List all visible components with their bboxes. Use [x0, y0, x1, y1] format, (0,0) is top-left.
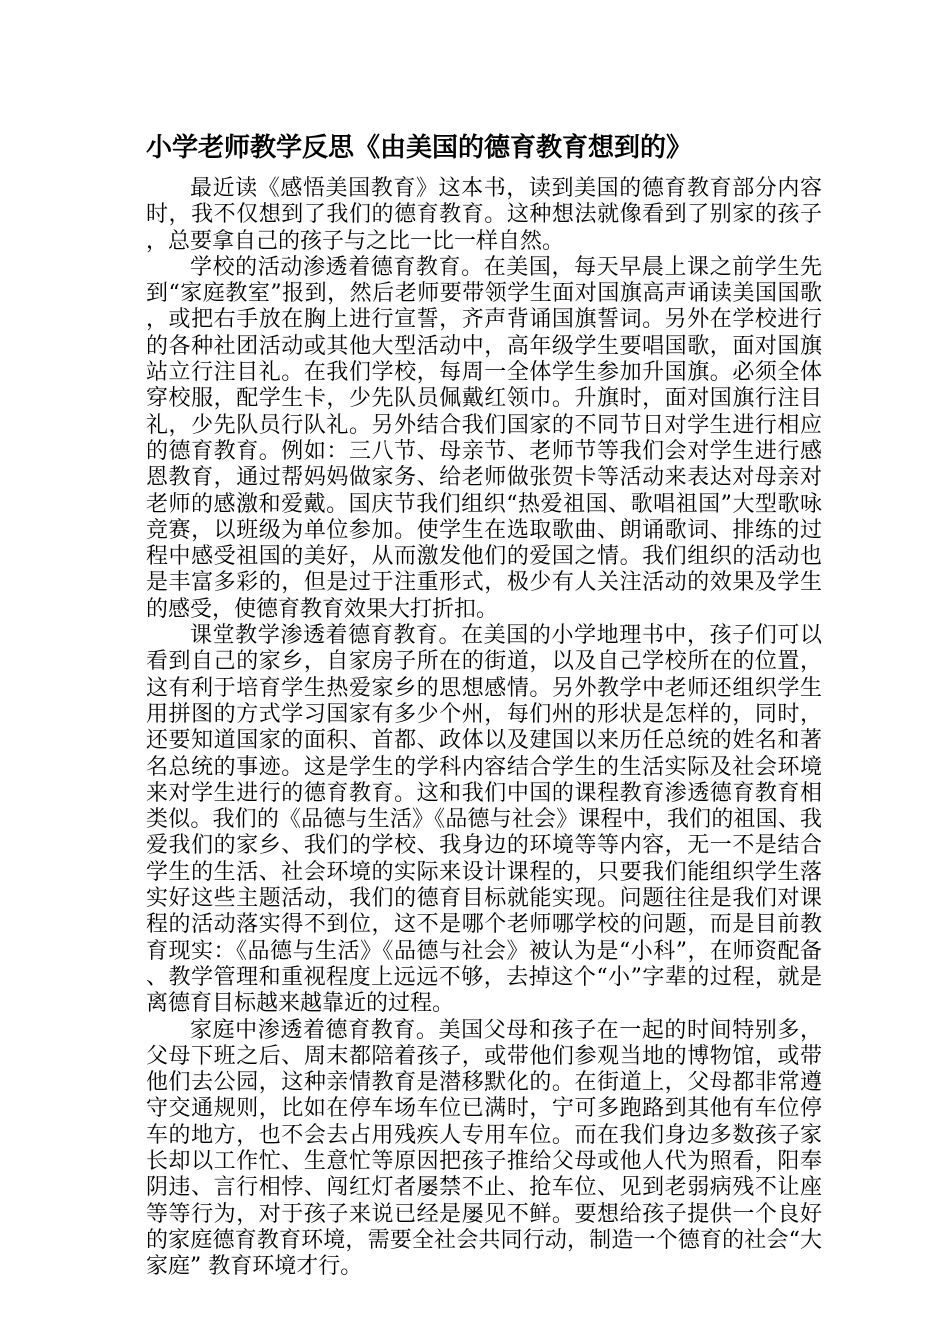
paragraph-intro: 最近读《感悟美国教育》这本书，读到美国的德育教育部分内容时，我不仅想到了我们的德育教育。这种想法就像看到了别家的孩子，总要拿自己的孩子与之比一比一样自然。: [146, 176, 822, 254]
paragraph-school-activities: 学校的活动渗透着德育教育。在美国，每天早晨上课之前学生先到“家庭教室”报到，然后老师要带领学生面对国旗高声诵读美国国歌，或把右手放在胸上进行宣誓，齐声背诵国旗誓词。另外在学校进行的各种社团活动或其他大型活动中，高年级学生要唱国歌，面对国旗站立行注目礼。在我们学校，每周一全体学生参加升国旗。必须全体穿校服，配学生卡，少先队员佩戴红领巾。升旗时，面对国旗行注目礼，少先队员行队礼。另外结合我们国家的不同节日对学生进行相应的德育教育。例如：三八节、母亲节、老师节等我们会对学生进行感恩教育，通过帮妈妈做家务、给老师做张贺卡等活动来表达对母亲对老师的感激和爱戴。国庆节我们组织“热爱祖国、歌唱祖国”大型歌咏竞赛，以班级为单位参加。使学生在选取歌曲、朗诵歌词、排练的过程中感受祖国的美好，从而激发他们的爱国之情。我们组织的活动也是丰富多彩的，但是过于注重形式，极少有人关注活动的效果及学生的感受，使德育教育效果大打折扣。: [146, 254, 822, 622]
document-title: 小学老师教学反思《由美国的德育教育想到的》: [146, 133, 693, 163]
paragraph-classroom-teaching: 课堂教学渗透着德育教育。在美国的小学地理书中，孩子们可以看到自己的家乡，自家房子所在的街道，以及自己学校所在的位置，这有利于培育学生热爱家乡的思想感情。另外教学中老师还组织学生用拼图的方式学习国家有多少个州，每们州的形状是怎样的，同时，还要知道国家的面积、首都、政体以及建国以来历任总统的姓名和著名总统的事迹。这是学生的学科内容结合学生的生活实际及社会环境来对学生进行的德育教育。这和我们中国的课程教育渗透德育教育相类似。我们的《品德与生活》《品德与社会》课程中，我们的祖国、我爱我们的家乡、我们的学校、我身边的环境等等内容，无一不是结合学生的生活、社会环境的实际来设计课程的，只要我们能组织学生落实好这些主题活动，我们的德育目标就能实现。问题往往是我们对课程的活动落实得不到位，这不是哪个老师哪学校的问题，而是目前教育现实：《品德与生活》《品德与社会》被认为是“小科”，在师资配备、教学管理和重视程度上远远不够，去掉这个“小”字辈的过程，就是离德育目标越来越靠近的过程。: [146, 623, 822, 1017]
document-body: [146, 176, 822, 1280]
paragraph-family-education: 家庭中渗透着德育教育。美国父母和孩子在一起的时间特别多，父母下班之后、周末都陪着孩子，或带他们参观当地的博物馆，或带他们去公园，这种亲情教育是潜移默化的。在街道上，父母都非常遵守交通规则，比如在停车场车位已满时，宁可多跑路到其他有车位停车的地方，也不会去占用残疾人专用车位。而在我们身边多数孩子家长却以工作忙、生意忙等原因把孩子推给父母或他人代为照看，阳奉阴违、言行相悖、闯红灯者屡禁不止、抢车位、见到老弱病残不让座等等行为，对于孩子来说已经是屡见不鲜。要想给孩子提供一个良好的家庭德育教育环境，需要全社会共同行动，制造一个德育的社会“大家庭” 教育环境才行。: [146, 1017, 822, 1280]
